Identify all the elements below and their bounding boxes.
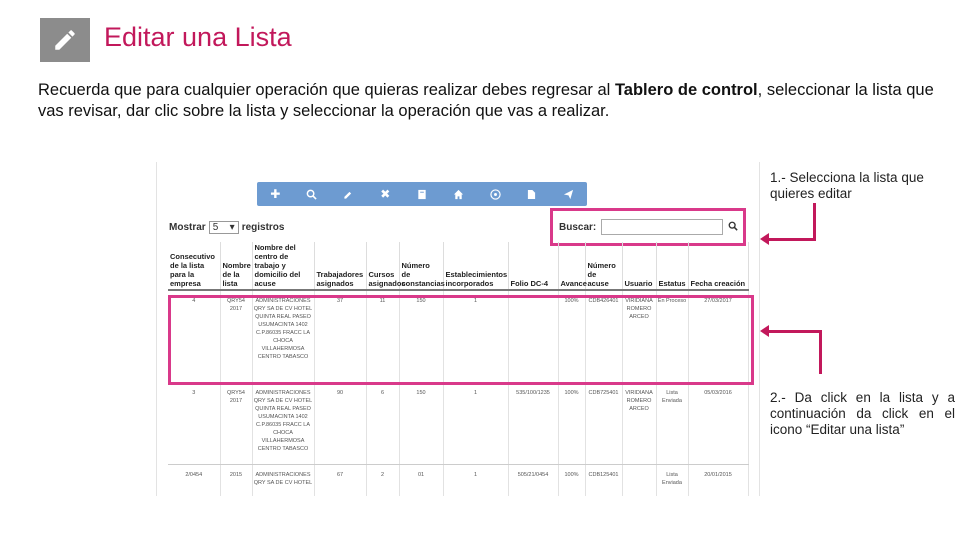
home-icon[interactable] xyxy=(446,183,472,205)
table-cell: En Proceso xyxy=(656,290,688,382)
column-header[interactable]: Estatus xyxy=(656,242,688,290)
help-icon[interactable] xyxy=(482,183,508,205)
intro-part2: , seleccionar la lista que vas revisar, dar clic sobre la lista y seleccionar la operación que vas a realizar. xyxy=(38,81,934,120)
step1-note: 1.- Selecciona la lista que quieres editar xyxy=(770,170,924,201)
table-cell: CDB426401 xyxy=(585,290,622,382)
column-header[interactable]: Trabajadores asignados xyxy=(314,242,366,290)
column-header[interactable]: Nombre del centro de trabajo y domicilio del acuse xyxy=(252,242,314,290)
screenshot-panel xyxy=(156,162,760,496)
column-header[interactable]: Fecha creación xyxy=(688,242,748,290)
chevron-down-icon: ▾ xyxy=(229,222,235,233)
table-cell: 150 xyxy=(399,382,443,464)
table-cell: Lista Enviada xyxy=(656,382,688,464)
column-header[interactable]: Usuario xyxy=(622,242,656,290)
arrow-step1-horizontal xyxy=(768,238,816,241)
table-cell: 2 xyxy=(366,464,399,496)
table-row[interactable] xyxy=(168,382,748,464)
table-cell: 05/03/2016 xyxy=(688,382,748,464)
step2-note: 2.- Da click en la lista y a continuación da click en el icono “Editar una lista” xyxy=(770,390,955,437)
table-cell: 1 xyxy=(443,464,508,496)
table-cell: CDB125401 xyxy=(585,464,622,496)
search-label: Buscar: xyxy=(559,221,597,233)
table-cell: CDB725401 xyxy=(585,382,622,464)
column-header[interactable]: Cursos asignados xyxy=(366,242,399,290)
mostrar-label: Mostrar xyxy=(169,222,206,233)
table-cell xyxy=(508,290,558,382)
table-cell: 1 xyxy=(443,382,508,464)
registros-label: registros xyxy=(241,222,285,233)
table-cell: ADMINISTRACIONES QRY SA DE CV HOTEL xyxy=(252,464,314,496)
table-cell: 1 xyxy=(443,290,508,382)
table-cell: 67 xyxy=(314,464,366,496)
table-cell: 535/100/1235 xyxy=(508,382,558,464)
table-cell: 90 xyxy=(314,382,366,464)
table-cell: 27/03/2017 xyxy=(688,290,748,382)
search-icon[interactable] xyxy=(299,183,325,205)
table-cell: 150 xyxy=(399,290,443,382)
delete-icon[interactable]: ✖ xyxy=(380,187,391,201)
table-cell: 4 xyxy=(168,290,220,382)
send-icon[interactable] xyxy=(556,183,582,205)
table-cell: 6 xyxy=(366,382,399,464)
table-cell: 11 xyxy=(366,290,399,382)
document-icon[interactable] xyxy=(519,183,545,205)
intro-part1: Recuerda que para cualquier operación que quieras realizar debes regresar al xyxy=(38,81,615,99)
search-box xyxy=(550,208,746,246)
intro-text xyxy=(38,80,938,122)
pencil-icon[interactable] xyxy=(336,183,362,205)
column-header[interactable]: Establecimientos incorporados xyxy=(443,242,508,290)
arrow-step2-horizontal xyxy=(768,330,822,333)
table-cell: QRY54 2017 xyxy=(220,382,252,464)
toolbar xyxy=(257,182,587,206)
search-input[interactable] xyxy=(601,219,723,235)
table-cell: 100% xyxy=(558,382,585,464)
page-length-control xyxy=(169,221,284,234)
slide-title: Editar una Lista xyxy=(104,22,292,52)
column-header[interactable]: Avance xyxy=(558,242,585,290)
table-cell: 01 xyxy=(399,464,443,496)
page-length-select[interactable] xyxy=(209,221,239,234)
table-row[interactable] xyxy=(168,290,748,382)
plus-icon[interactable]: ✚ xyxy=(270,187,281,201)
arrow-step2-vertical xyxy=(819,330,822,374)
column-header[interactable]: Nombre de la lista xyxy=(220,242,252,290)
arrow-step2-head xyxy=(760,325,769,337)
lists-table xyxy=(168,242,749,496)
table-cell: 100% xyxy=(558,464,585,496)
pencil-icon xyxy=(40,18,90,62)
search-icon[interactable] xyxy=(728,221,738,234)
column-header[interactable]: Consecutivo de la lista para la empresa xyxy=(168,242,220,290)
table-cell: Lista Enviada xyxy=(656,464,688,496)
arrow-step1-head xyxy=(760,233,769,245)
table-cell: 37 xyxy=(314,290,366,382)
arrow-step1-vertical xyxy=(813,203,816,241)
column-header[interactable]: Folio DC-4 xyxy=(508,242,558,290)
table-cell xyxy=(622,464,656,496)
table-cell: VIRIDIANA ROMERO ARCEO xyxy=(622,290,656,382)
table-cell: ADMINISTRACIONES QRY SA DE CV HOTEL QUINTA REAL PASEO USUMACINTA 1402 C.P.86035 FRACC LA CHOCA VILLAHERMOSA CENTRO TABASCO xyxy=(252,382,314,464)
table-cell: ADMINISTRACIONES QRY SA DE CV HOTEL QUINTA REAL PASEO USUMACINTA 1402 C.P.86035 FRACC LA CHOCA VILLAHERMOSA CENTRO TABASCO xyxy=(252,290,314,382)
file-icon[interactable] xyxy=(409,183,435,205)
table-cell: 3 xyxy=(168,382,220,464)
table-cell: 2/0454 xyxy=(168,464,220,496)
page-length-value: 5 xyxy=(212,222,219,233)
table-cell: QRY54 2017 xyxy=(220,290,252,382)
table-cell: VIRIDIANA ROMERO ARCEO xyxy=(622,382,656,464)
table-cell: 20/01/2015 xyxy=(688,464,748,496)
table-cell: 505/21/0454 xyxy=(508,464,558,496)
table-header-row xyxy=(168,242,748,290)
column-header[interactable]: Número de acuse xyxy=(585,242,622,290)
table-row[interactable] xyxy=(168,464,748,496)
table-cell: 2015 xyxy=(220,464,252,496)
column-header[interactable]: Número de constancias xyxy=(399,242,443,290)
table-cell: 100% xyxy=(558,290,585,382)
intro-bold: Tablero de control xyxy=(614,81,758,99)
